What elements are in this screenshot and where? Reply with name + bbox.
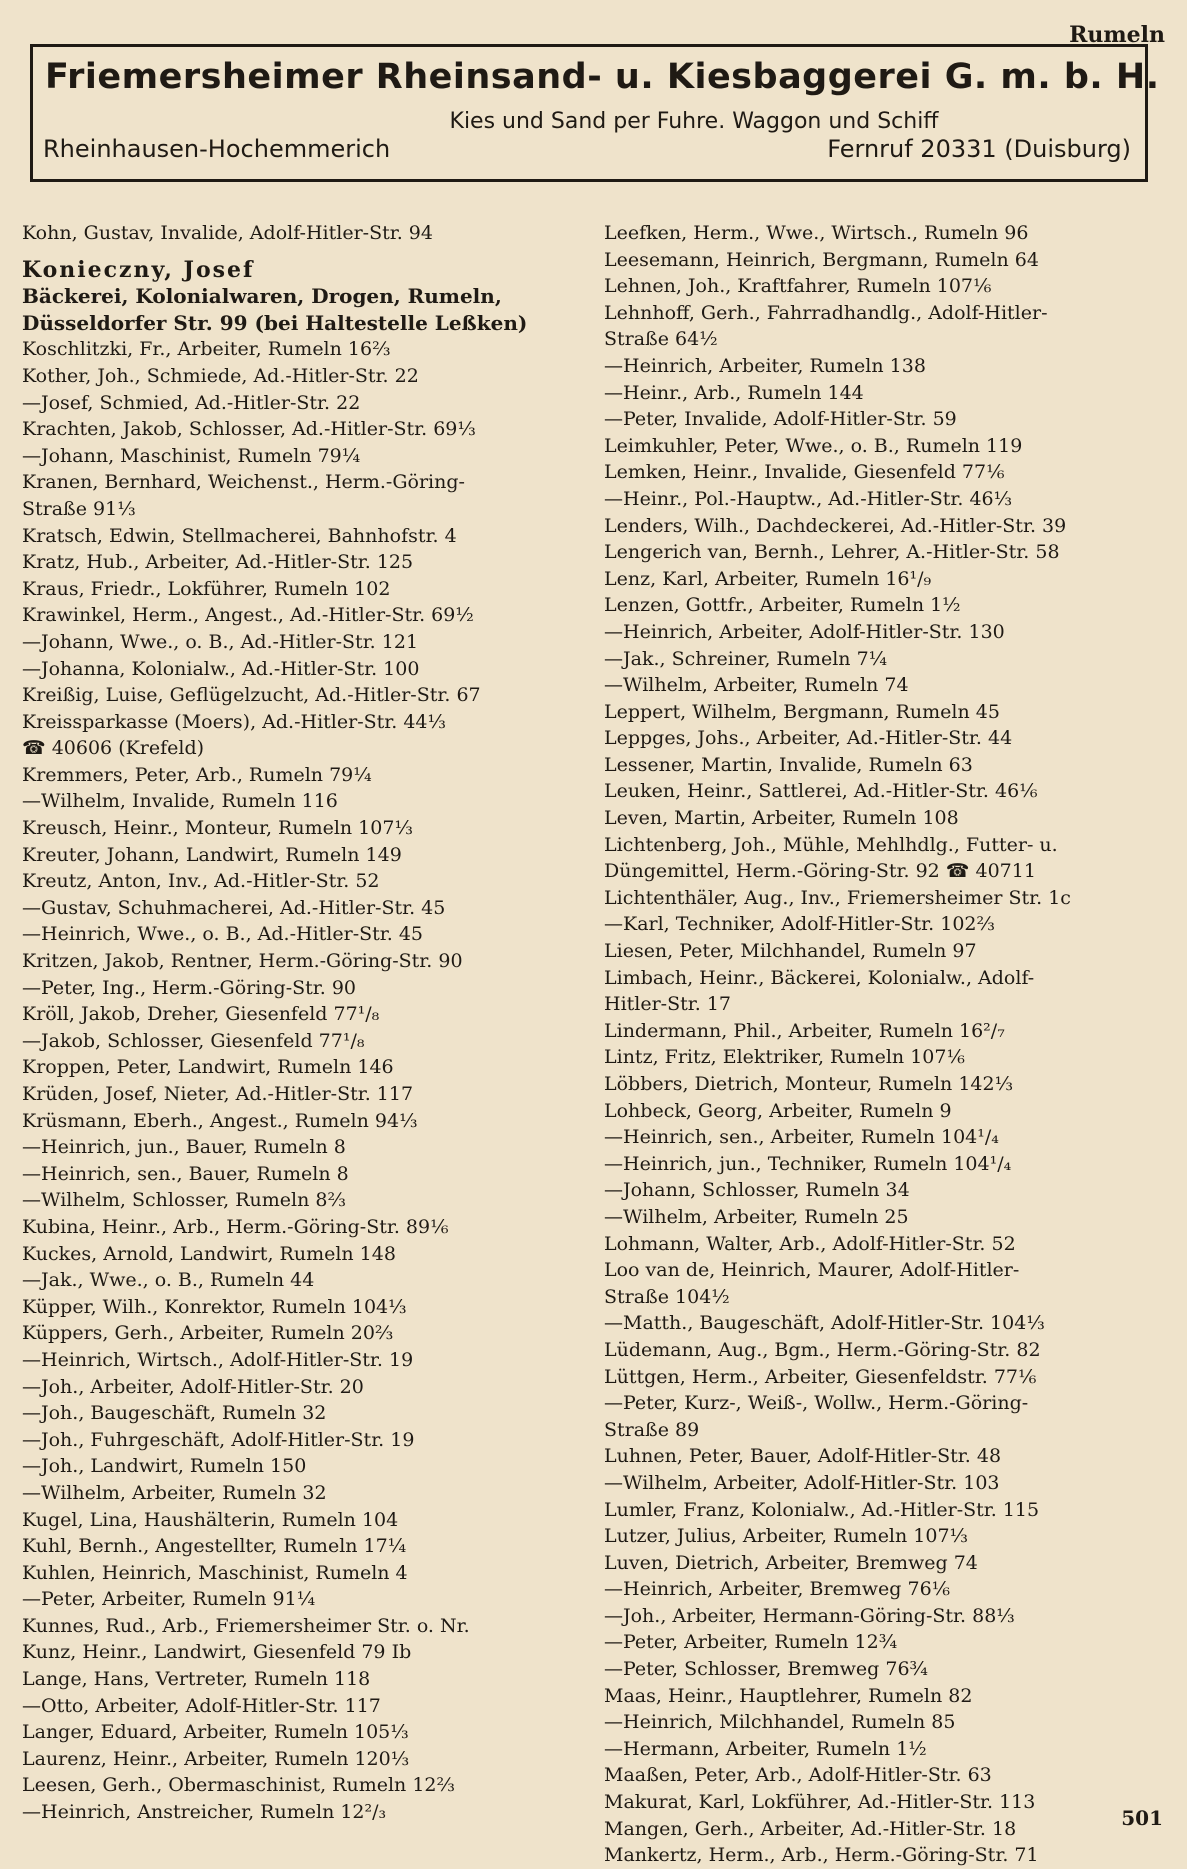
directory-entry: —Heinrich, jun., Techniker, Rumeln 104¹/₄ [604,1152,1012,1175]
directory-entry: —Johann, Wwe., o. B., Ad.-Hitler-Str. 121 [22,630,419,653]
directory-entry: Kreißig, Luise, Geflügelzucht, Ad.-Hitler-Str. 67 [22,684,481,707]
directory-entry: Leesemann, Heinrich, Bergmann, Rumeln 64 [604,248,1039,271]
ad-tagline: Kies und Sand per Fuhre. Waggon und Schiff [449,109,939,134]
directory-entry: —Heinr., Pol.-Hauptw., Ad.-Hitler-Str. 46⅓ [604,487,1013,510]
directory-entry: —Joh., Baugeschäft, Rumeln 32 [22,1402,327,1425]
ad-company-name: Friemersheimer Rheinsand- u. Kiesbaggerei G. m. b. H. [45,57,1160,97]
directory-entry: Kuhl, Bernh., Angestellter, Rumeln 17¼ [22,1535,407,1558]
directory-entry: Lüttgen, Herm., Arbeiter, Giesenfeldstr. 77⅙ [604,1365,1037,1388]
directory-entry: Lehnhoff, Gerh., Fahrradhandlg., Adolf-Hitler- [604,301,1048,324]
directory-entry: —Johann, Schlosser, Rumeln 34 [604,1179,910,1202]
directory-entry: —Peter, Arbeiter, Rumeln 91¼ [22,1588,316,1611]
directory-entry: Liesen, Peter, Milchhandel, Rumeln 97 [604,940,977,963]
directory-entry: —Peter, Invalide, Adolf-Hitler-Str. 59 [604,408,957,431]
directory-entry: Kuckes, Arnold, Landwirt, Rumeln 148 [22,1242,396,1265]
directory-entry: ☎ 40606 (Krefeld) [22,737,205,760]
directory-entry: Leefken, Herm., Wwe., Wirtsch., Rumeln 96 [604,222,1029,244]
directory-entry: Kugel, Lina, Haushälterin, Rumeln 104 [22,1508,399,1531]
directory-entry: Langer, Eduard, Arbeiter, Rumeln 105⅓ [22,1721,409,1744]
directory-entry: —Heinrich, sen., Bauer, Rumeln 8 [22,1162,349,1185]
left-column [22,220,582,1826]
directory-entry: Kunnes, Rud., Arb., Friemersheimer Str. o. Nr. [22,1614,470,1637]
running-head: Rumeln [1069,22,1165,48]
directory-entry: Lichtenthäler, Aug., Inv., Friemersheimer Str. 1c [604,886,1071,909]
directory-entry: Kritzen, Jakob, Rentner, Herm.-Göring-Str. 90 [22,950,463,973]
directory-entry: Leppges, Johs., Arbeiter, Ad.-Hitler-Str. 44 [604,727,1013,750]
directory-entry: —Peter, Arbeiter, Rumeln 12¾ [604,1631,898,1654]
directory-entry: Limbach, Heinr., Bäckerei, Kolonialw., Adolf- [604,966,1035,989]
directory-entry: Düsseldorfer Str. 99 (bei Haltestelle Leßken) [22,310,528,335]
directory-entry: Lumler, Franz, Kolonialw., Ad.-Hitler-Str. 115 [604,1498,1040,1521]
directory-entry: —Joh., Landwirt, Rumeln 150 [22,1455,307,1478]
directory-entry: Lessener, Martin, Invalide, Rumeln 63 [604,753,973,776]
directory-entry: —Wilhelm, Arbeiter, Adolf-Hitler-Str. 103 [604,1471,1000,1494]
directory-entry: Kranen, Bernhard, Weichenst., Herm.-Göring- [22,471,465,494]
directory-entry: —Heinrich, Arbeiter, Bremweg 76⅙ [604,1578,951,1601]
directory-entry: Maas, Heinr., Hauptlehrer, Rumeln 82 [604,1684,973,1707]
directory-entry: Straße 91⅓ [22,497,136,520]
directory-entry: Löbbers, Dietrich, Monteur, Rumeln 142⅓ [604,1073,1014,1095]
directory-entry: Straße 104½ [604,1285,730,1308]
directory-entry: Kratsch, Edwin, Stellmacherei, Bahnhofstr. 4 [22,524,457,547]
directory-entry: Kroppen, Peter, Landwirt, Rumeln 146 [22,1056,394,1079]
directory-entry: Lemken, Heinr., Invalide, Giesenfeld 77⅙ [604,461,1005,484]
directory-entry: Laurenz, Heinr., Arbeiter, Rumeln 120⅓ [22,1747,410,1770]
directory-entry: —Heinrich, sen., Arbeiter, Rumeln 104¹/₄ [604,1126,999,1149]
directory-entry: Kohn, Gustav, Invalide, Adolf-Hitler-Str. 94 [22,222,433,244]
directory-entry: Kreusch, Heinr., Monteur, Rumeln 107⅓ [22,817,413,840]
directory-entry: —Johanna, Kolonialw., Ad.-Hitler-Str. 100 [22,657,420,680]
directory-entry: —Heinrich, jun., Bauer, Rumeln 8 [22,1136,346,1159]
ad-location: Rheinhausen-Hochemmerich [43,135,391,163]
directory-entry: —Heinrich, Wirtsch., Adolf-Hitler-Str. 19 [22,1348,414,1371]
directory-entry: Loo van de, Heinrich, Maurer, Adolf-Hitler- [604,1259,1020,1282]
directory-entry: Konieczny, Josef [22,256,255,283]
directory-entry: Mangen, Gerh., Arbeiter, Ad.-Hitler-Str. 18 [604,1817,1017,1840]
directory-entry: Kunz, Heinr., Landwirt, Giesenfeld 79 Ib [22,1641,412,1664]
directory-entry: Leesen, Gerh., Obermaschinist, Rumeln 12⅔ [22,1774,455,1797]
directory-entry: —Peter, Ing., Herm.-Göring-Str. 90 [22,976,357,999]
directory-entry: Kreuter, Johann, Landwirt, Rumeln 149 [22,843,402,866]
directory-entry: Leimkuhler, Peter, Wwe., o. B., Rumeln 119 [604,434,1023,457]
directory-entry: Leven, Martin, Arbeiter, Rumeln 108 [604,807,959,830]
right-column [604,220,1164,1869]
directory-entry: —Josef, Schmied, Ad.-Hitler-Str. 22 [22,391,361,414]
directory-entry: Lohbeck, Georg, Arbeiter, Rumeln 9 [604,1099,952,1122]
directory-entry: Krüsmann, Eberh., Angest., Rumeln 94⅓ [22,1109,418,1132]
directory-entry: Kuhlen, Heinrich, Maschinist, Rumeln 4 [22,1561,408,1584]
directory-entry: Krüden, Josef, Nieter, Ad.-Hitler-Str. 117 [22,1083,414,1105]
directory-entry: —Wilhelm, Arbeiter, Rumeln 25 [604,1205,909,1228]
directory-entry: Maaßen, Peter, Arb., Adolf-Hitler-Str. 63 [604,1764,992,1787]
directory-entry: Kremmers, Peter, Arb., Rumeln 79¼ [22,763,372,786]
directory-entry: —Heinr., Arb., Rumeln 144 [604,381,864,404]
directory-entry: Kröll, Jakob, Dreher, Giesenfeld 77¹/₈ [22,1003,380,1026]
directory-entry: Lüdemann, Aug., Bgm., Herm.-Göring-Str. 82 [604,1338,1041,1361]
directory-entry: Lenders, Wilh., Dachdeckerei, Ad.-Hitler-Str. 39 [604,514,1067,537]
directory-entry: Hitler-Str. 17 [604,993,732,1016]
directory-entry: Lohmann, Walter, Arb., Adolf-Hitler-Str. 52 [604,1232,1016,1255]
directory-entry: Küppers, Gerh., Arbeiter, Rumeln 20⅔ [22,1322,394,1345]
directory-entry: Kubina, Heinr., Arb., Herm.-Göring-Str. 89⅙ [22,1215,449,1238]
directory-entry: —Heinrich, Arbeiter, Rumeln 138 [604,354,926,377]
directory-entry: —Gustav, Schuhmacherei, Ad.-Hitler-Str. 45 [22,896,446,919]
advertisement-box [30,44,1160,182]
directory-entry: Koschlitzki, Fr., Arbeiter, Rumeln 16⅔ [22,338,391,361]
directory-entry: —Heinrich, Milchhandel, Rumeln 85 [604,1711,956,1734]
directory-entry: —Heinrich, Wwe., o. B., Ad.-Hitler-Str. 45 [22,923,424,946]
directory-entry: —Jak., Wwe., o. B., Rumeln 44 [22,1269,315,1292]
directory-entry: Lindermann, Phil., Arbeiter, Rumeln 16²/₇ [604,1019,1005,1042]
directory-entry: —Peter, Schlosser, Bremweg 76¾ [604,1658,928,1681]
directory-entry: Lichtenberg, Joh., Mühle, Mehlhdlg., Futter- u. [604,833,1058,856]
directory-entry: Küpper, Wilh., Konrektor, Rumeln 104⅓ [22,1295,407,1318]
directory-entry: Mankertz, Herm., Arb., Herm.-Göring-Str. 71 [604,1844,1039,1867]
directory-entry: Straße 64½ [604,328,718,351]
directory-entry: —Heinrich, Anstreicher, Rumeln 12²/₃ [22,1801,387,1824]
directory-entry: Kreissparkasse (Moers), Ad.-Hitler-Str. 44⅓ [22,710,446,733]
directory-entry: —Heinrich, Arbeiter, Adolf-Hitler-Str. 130 [604,620,1005,643]
directory-entry: —Peter, Kurz-, Weiß-, Wollw., Herm.-Göring- [604,1392,1029,1415]
directory-entry: Lintz, Fritz, Elektriker, Rumeln 107⅙ [604,1046,965,1069]
directory-entry: Straße 89 [604,1418,700,1441]
directory-entry: Leppert, Wilhelm, Bergmann, Rumeln 45 [604,700,1000,723]
directory-entry: Lenzen, Gottfr., Arbeiter, Rumeln 1½ [604,594,961,617]
page-number: 501 [1121,1806,1163,1830]
directory-entry: —Otto, Arbeiter, Adolf-Hitler-Str. 117 [22,1694,381,1717]
directory-entry: Lange, Hans, Vertreter, Rumeln 118 [22,1668,371,1691]
directory-entry: Makurat, Karl, Lokführer, Ad.-Hitler-Str. 113 [604,1791,1036,1814]
directory-entry: Kother, Joh., Schmiede, Ad.-Hitler-Str. 22 [22,364,419,387]
directory-entry: Leuken, Heinr., Sattlerei, Ad.-Hitler-Str. 46⅙ [604,780,1038,803]
directory-entry: Krawinkel, Herm., Angest., Ad.-Hitler-Str. 69½ [22,604,474,627]
directory-entry: —Wilhelm, Arbeiter, Rumeln 32 [22,1481,327,1504]
directory-entry: —Wilhelm, Arbeiter, Rumeln 74 [604,674,909,697]
directory-entry: —Joh., Fuhrgeschäft, Adolf-Hitler-Str. 19 [22,1428,415,1451]
directory-entry: —Johann, Maschinist, Rumeln 79¼ [22,444,361,467]
directory-entry: —Jakob, Schlosser, Giesenfeld 77¹/₈ [22,1029,365,1052]
directory-entry: Bäckerei, Kolonialwaren, Drogen, Rumeln, [22,284,502,309]
directory-entry: —Wilhelm, Schlosser, Rumeln 8⅔ [22,1189,346,1212]
directory-entry: Kratz, Hub., Arbeiter, Ad.-Hitler-Str. 125 [22,551,414,574]
ad-phone: Fernruf 20331 (Duisburg) [827,135,1131,163]
directory-entry: Lutzer, Julius, Arbeiter, Rumeln 107⅓ [604,1525,968,1548]
directory-entry: Lenz, Karl, Arbeiter, Rumeln 16¹/₉ [604,567,932,590]
directory-entry: —Hermann, Arbeiter, Rumeln 1½ [604,1737,927,1760]
directory-entry: Kreutz, Anton, Inv., Ad.-Hitler-Str. 52 [22,870,380,893]
directory-entry: Kraus, Friedr., Lokführer, Rumeln 102 [22,577,391,600]
directory-entry: Luhnen, Peter, Bauer, Adolf-Hitler-Str. 48 [604,1445,1002,1468]
directory-entry: —Matth., Baugeschäft, Adolf-Hitler-Str. 104⅓ [604,1312,1045,1335]
directory-entry: —Joh., Arbeiter, Adolf-Hitler-Str. 20 [22,1375,364,1398]
directory-entry: Krachten, Jakob, Schlosser, Ad.-Hitler-Str. 69⅓ [22,418,476,441]
directory-entry: —Joh., Arbeiter, Hermann-Göring-Str. 88⅓ [604,1604,1015,1627]
directory-entry: Düngemittel, Herm.-Göring-Str. 92 ☎ 40711 [604,860,1036,883]
directory-entry: Luven, Dietrich, Arbeiter, Bremweg 74 [604,1551,978,1574]
directory-entry: Lengerich van, Bernh., Lehrer, A.-Hitler-Str. 58 [604,541,1060,564]
directory-entry: —Wilhelm, Invalide, Rumeln 116 [22,790,338,813]
directory-entry: —Jak., Schreiner, Rumeln 7¼ [604,647,888,670]
directory-entry: Lehnen, Joh., Kraftfahrer, Rumeln 107⅙ [604,275,992,298]
directory-entry: —Karl, Techniker, Adolf-Hitler-Str. 102⅔ [604,913,995,936]
